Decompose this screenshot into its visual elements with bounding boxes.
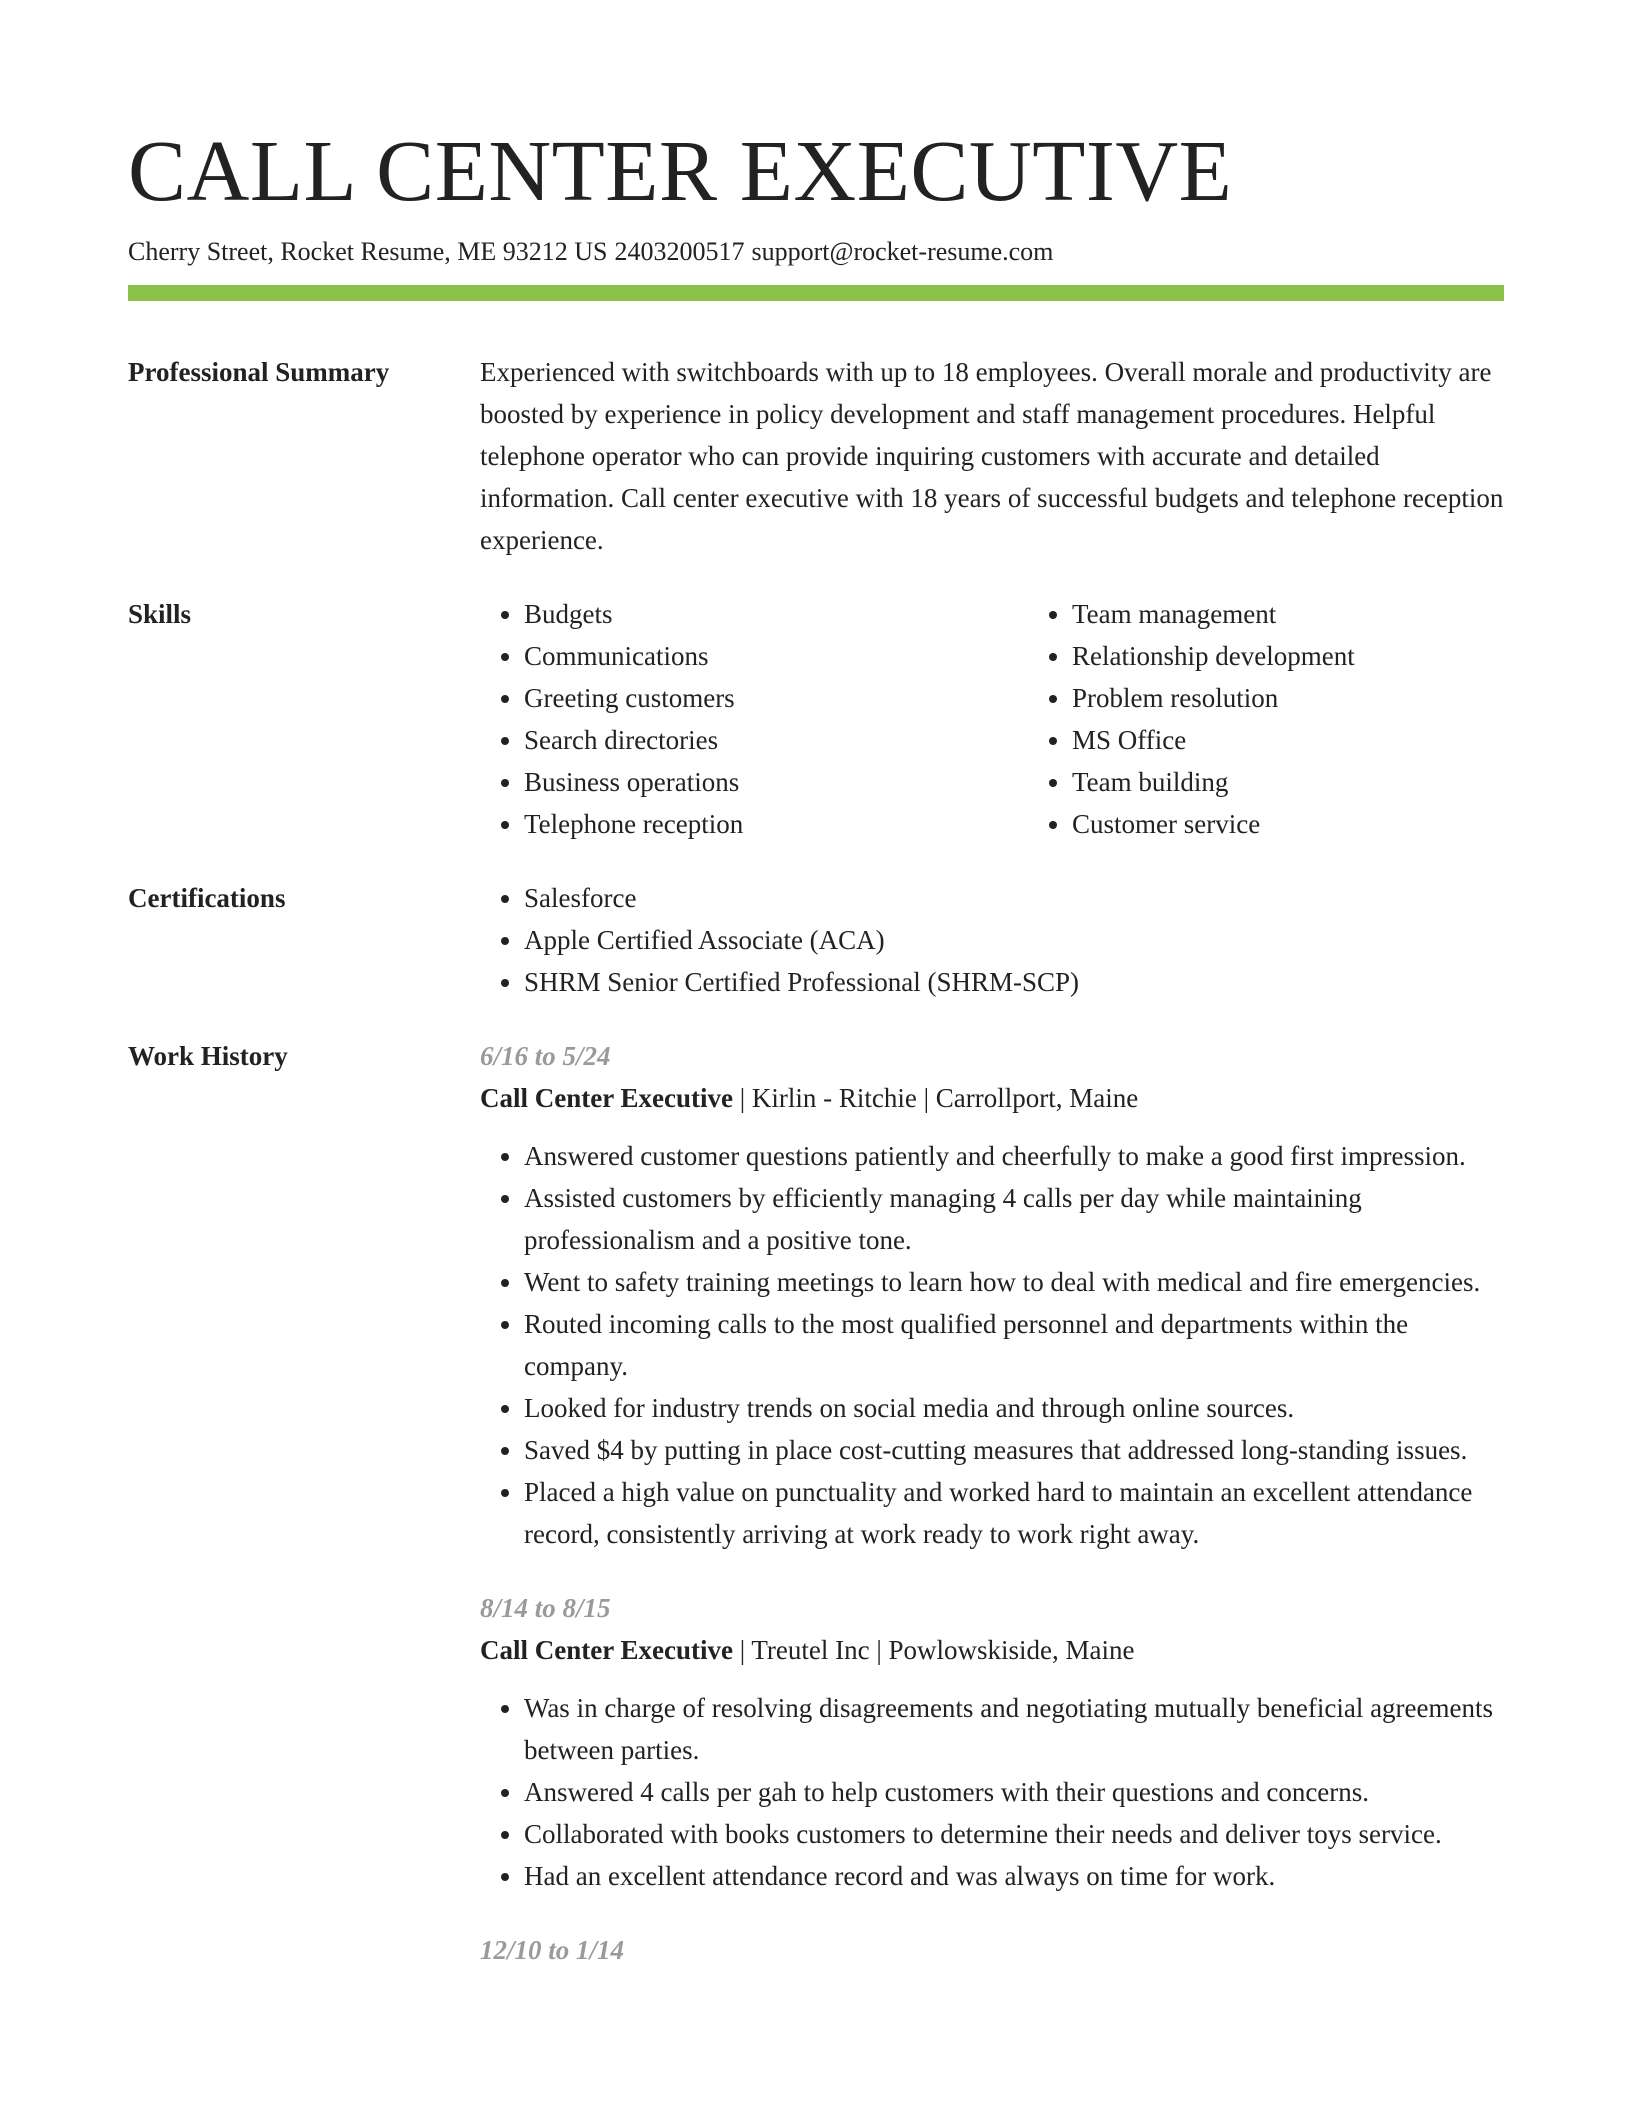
skill-item: • Customer service: [1072, 803, 1576, 845]
skill-item: • Telephone reception: [524, 803, 1028, 845]
job-entry: [480, 1929, 1504, 1971]
section-label-certifications: Certifications: [128, 883, 286, 913]
job-bullet: • Answered 4 calls per gah to help customers with their questions and concerns.: [524, 1771, 1504, 1813]
skill-item: • Communications: [524, 635, 1028, 677]
job-bullets: [480, 1135, 1504, 1555]
job-heading: [480, 1629, 1504, 1671]
skills-section: [128, 593, 1504, 845]
section-label-work-history: Work History: [128, 1041, 288, 1071]
skills-columns: [480, 593, 1504, 845]
job-dates: 6/16 to 5/24: [480, 1041, 611, 1071]
skill-item: • Relationship development: [1072, 635, 1576, 677]
skill-item: • Problem resolution: [1072, 677, 1576, 719]
certifications-section: [128, 877, 1504, 1003]
job-heading: [480, 1077, 1504, 1119]
skills-list-right: [1028, 593, 1576, 845]
job-role: Call Center Executive: [480, 1083, 733, 1113]
job-bullet: • Looked for industry trends on social media and through online sources.: [524, 1387, 1504, 1429]
skill-item: • Team management: [1072, 593, 1576, 635]
professional-summary-section: [128, 351, 1504, 561]
skill-item: • MS Office: [1072, 719, 1576, 761]
work-history-section: [128, 1035, 1504, 1971]
skill-item: • Team building: [1072, 761, 1576, 803]
job-bullet: • Was in charge of resolving disagreements and negotiating mutually beneficial agreements between parties.: [524, 1687, 1504, 1771]
job-bullet: • Had an excellent attendance record and was always on time for work.: [524, 1855, 1504, 1897]
certifications-list: [480, 877, 1504, 1003]
skills-list-left: [480, 593, 1028, 845]
job-dates: 12/10 to 1/14: [480, 1935, 625, 1965]
skill-item: • Business operations: [524, 761, 1028, 803]
job-bullet: • Assisted customers by efficiently managing 4 calls per day while maintaining professionalism and a positive tone.: [524, 1177, 1504, 1261]
job-dates: 8/14 to 8/15: [480, 1593, 611, 1623]
job-bullet: • Went to safety training meetings to learn how to deal with medical and fire emergencies.: [524, 1261, 1504, 1303]
resume-title: CALL CENTER EXECUTIVE: [128, 122, 1233, 219]
skill-item: • Search directories: [524, 719, 1028, 761]
summary-text: Experienced with switchboards with up to 18 employees. Overall morale and productivity are boosted by experience in policy development and staff management procedures. Helpful telephone operator who can provide inquiring customers with accurate and detailed information. Call center executive with 18 years of successful budgets and telephone reception experience.: [480, 357, 1504, 555]
certification-item: • SHRM Senior Certified Professional (SHRM-SCP): [524, 961, 1504, 1003]
contact-email: support@rocket-resume.com: [751, 237, 1054, 266]
job-company-location: | Treutel Inc | Powlowskiside, Maine: [732, 1635, 1135, 1665]
job-bullet: • Routed incoming calls to the most qualified personnel and departments within the company.: [524, 1303, 1504, 1387]
header-divider: [128, 285, 1504, 301]
skill-item: • Greeting customers: [524, 677, 1028, 719]
job-role: Call Center Executive: [480, 1635, 733, 1665]
certification-item: • Salesforce: [524, 877, 1504, 919]
section-label-summary: Professional Summary: [128, 357, 390, 387]
job-entry: [480, 1035, 1504, 1555]
resume-page: [128, 118, 1504, 1971]
job-entry: [480, 1587, 1504, 1897]
job-company-location: | Kirlin - Ritchie | Carrollport, Maine: [732, 1083, 1139, 1113]
contact-address: Cherry Street, Rocket Resume, ME 93212 US: [128, 237, 608, 266]
contact-phone: 2403200517: [614, 237, 745, 266]
job-bullet: • Saved $4 by putting in place cost-cutting measures that addressed long-standing issues.: [524, 1429, 1504, 1471]
job-bullets: [480, 1687, 1504, 1897]
certification-item: • Apple Certified Associate (ACA): [524, 919, 1504, 961]
job-bullet: • Placed a high value on punctuality and worked hard to maintain an excellent attendance record, consistently arriving at work ready to work right away.: [524, 1471, 1504, 1555]
contact-line: [128, 234, 1504, 270]
skill-item: • Budgets: [524, 593, 1028, 635]
job-bullet: • Answered customer questions patiently and cheerfully to make a good first impression.: [524, 1135, 1504, 1177]
work-history-body: [480, 1035, 1504, 1971]
job-bullet: • Collaborated with books customers to determine their needs and deliver toys service.: [524, 1813, 1504, 1855]
certifications-body: [480, 877, 1504, 1003]
section-label-skills: Skills: [128, 599, 192, 629]
